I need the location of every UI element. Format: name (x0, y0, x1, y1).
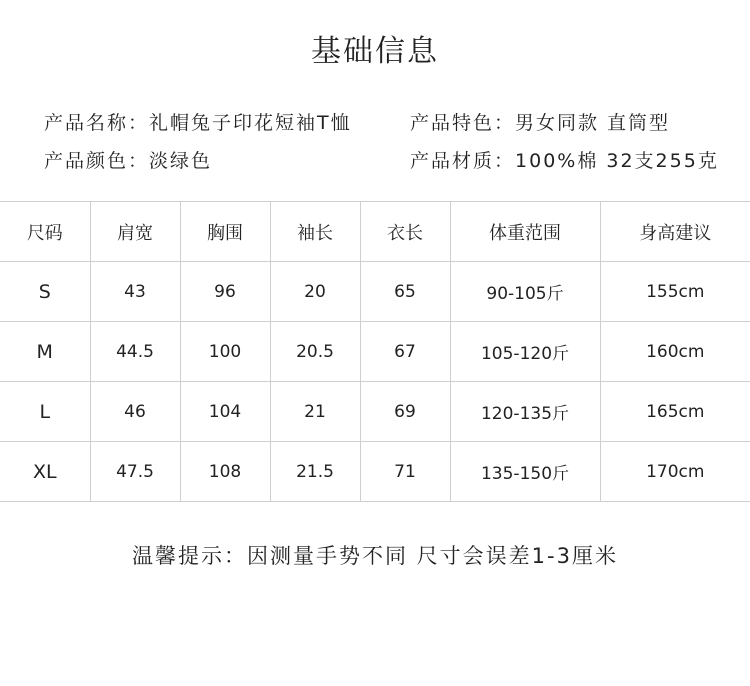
size-table (0, 201, 750, 502)
cell-shoulder: 46 (90, 382, 180, 442)
product-name-label: 产品名称： (44, 112, 150, 134)
header-sleeve: 袖长 (270, 202, 360, 262)
cell-sleeve: 20 (270, 262, 360, 322)
cell-shoulder: 43 (90, 262, 180, 322)
cell-height: 160cm (600, 322, 750, 382)
product-material-info (410, 146, 719, 173)
product-name-info (44, 108, 352, 135)
product-material-value: 100%棉 32支255克 (515, 150, 719, 172)
cell-weight: 135-150斤 (450, 442, 600, 502)
cell-shoulder: 44.5 (90, 322, 180, 382)
table-row (0, 442, 750, 502)
product-color-label: 产品颜色： (44, 150, 150, 172)
cell-shoulder: 47.5 (90, 442, 180, 502)
size-note: 温馨提示：因测量手势不同 尺寸会误差1-3厘米 (132, 544, 618, 568)
header-size: 尺码 (0, 202, 90, 262)
header-weight: 体重范围 (450, 202, 600, 262)
table-row (0, 382, 750, 442)
cell-height: 170cm (600, 442, 750, 502)
cell-chest: 108 (180, 442, 270, 502)
cell-chest: 100 (180, 322, 270, 382)
cell-height: 155cm (600, 262, 750, 322)
cell-sleeve: 21.5 (270, 442, 360, 502)
cell-weight: 105-120斤 (450, 322, 600, 382)
cell-size: L (0, 382, 90, 442)
cell-size: S (0, 262, 90, 322)
product-feature-info (410, 108, 670, 135)
cell-weight: 120-135斤 (450, 382, 600, 442)
product-name-value: 礼帽兔子印花短袖T恤 (149, 112, 352, 134)
cell-size: XL (0, 442, 90, 502)
cell-length: 69 (360, 382, 450, 442)
cell-sleeve: 21 (270, 382, 360, 442)
cell-chest: 104 (180, 382, 270, 442)
cell-size: M (0, 322, 90, 382)
header-shoulder: 肩宽 (90, 202, 180, 262)
cell-chest: 96 (180, 262, 270, 322)
header-length: 衣长 (360, 202, 450, 262)
product-color-info (44, 146, 212, 173)
size-table-header-row (0, 202, 750, 262)
cell-height: 165cm (600, 382, 750, 442)
product-material-label: 产品材质： (410, 150, 516, 172)
table-row (0, 262, 750, 322)
page-title: 基础信息 (311, 34, 439, 69)
product-feature-label: 产品特色： (410, 112, 516, 134)
cell-length: 67 (360, 322, 450, 382)
table-row (0, 322, 750, 382)
cell-length: 71 (360, 442, 450, 502)
header-chest: 胸围 (180, 202, 270, 262)
cell-sleeve: 20.5 (270, 322, 360, 382)
product-color-value: 淡绿色 (149, 150, 213, 172)
cell-length: 65 (360, 262, 450, 322)
product-feature-value: 男女同款 直筒型 (515, 112, 671, 134)
cell-weight: 90-105斤 (450, 262, 600, 322)
header-height: 身高建议 (600, 202, 750, 262)
